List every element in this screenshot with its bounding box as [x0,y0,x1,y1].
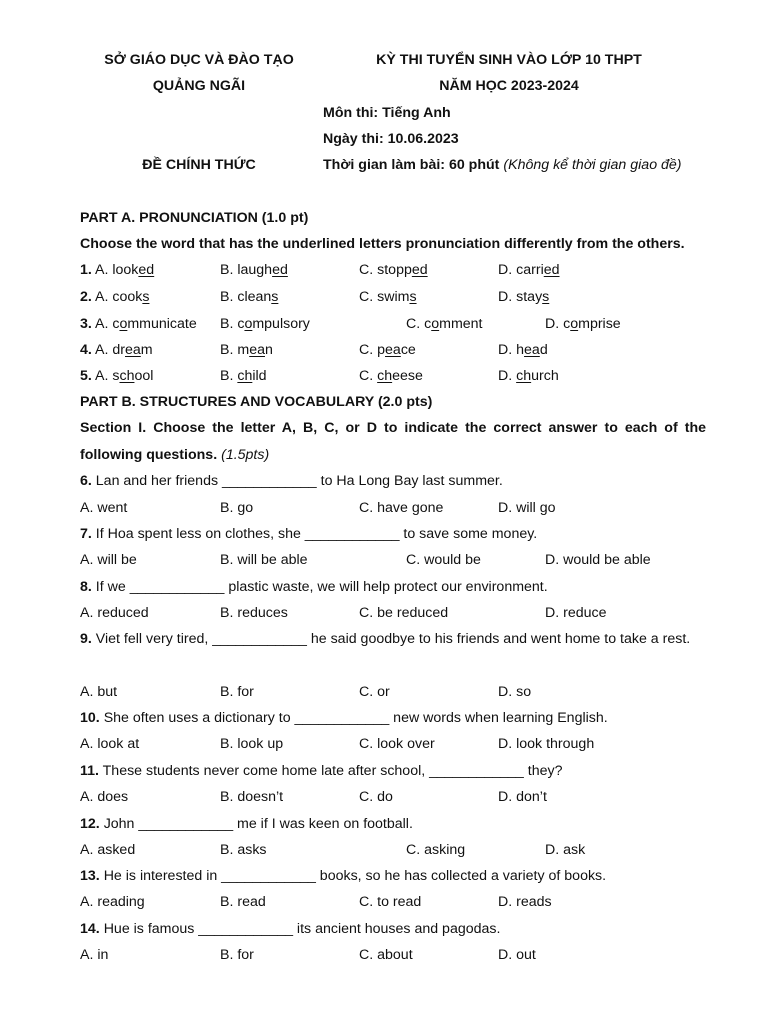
question-text: These students never come home late after school, ____________ they? [102,763,563,779]
answer-option: D. ask [545,842,586,858]
underlined-letters: ea [125,342,141,358]
question-stem [80,710,608,726]
question-text: If we ____________ plastic waste, we will help protect our environment. [95,579,548,595]
answer-option: B. look up [220,736,284,752]
word-part: dr [112,342,125,358]
answer-option [80,262,154,278]
underlined-letters: s [542,289,550,305]
part-b-title: PART B. STRUCTURES AND VOCABULARY (2.0 pts) [80,394,433,410]
answer-option: D. don’t [498,789,547,805]
answer-options-row [0,894,768,916]
question-text: Lan and her friends ____________ to Ha Long Bay last summer. [95,473,503,489]
word-part: ool [134,368,154,384]
option-letter: A. [95,262,113,278]
underlined-letters: s [142,289,150,305]
answer-option: A. asked [80,842,136,858]
answer-option: B. reduces [220,605,288,621]
province-name: QUẢNG NGÃI [152,78,246,94]
answer-option [359,368,423,384]
word-part: urch [531,368,559,384]
question-row [0,262,768,284]
question-number: 9. [80,631,92,647]
answer-option [359,289,417,305]
question-row [0,289,768,311]
answer-option [359,342,416,358]
question-number: 2. [80,289,92,305]
option-letter: D. [545,316,564,332]
word-part: ce [400,342,416,358]
question-number: 10. [80,710,100,726]
answer-option [80,342,153,358]
exam-title: KỲ THI TUYỂN SINH VÀO LỚP 10 THPT [376,52,642,68]
underlined-letters: ed [138,262,155,278]
question-number: 5. [80,368,92,384]
question-text: If Hoa spent less on clothes, she ____________ to save some money. [95,526,538,542]
word-part: mprise [578,316,621,332]
answer-options-row [0,552,768,574]
answer-options-row [0,789,768,811]
answer-option: A. in [80,947,109,963]
option-letter: A. [95,316,113,332]
answer-option: A. does [80,789,129,805]
answer-options-row [0,947,768,969]
answer-option: A. look at [80,736,140,752]
answer-option: B. will be able [220,552,308,568]
underlined-letters: o [431,316,440,332]
answer-option: C. about [359,947,413,963]
exam-date: Ngày thi: 10.06.2023 [323,131,459,147]
underlined-letters: o [119,316,128,332]
option-letter: D. [498,289,517,305]
question-row [0,368,768,390]
word-part: ild [252,368,267,384]
answer-options-row [0,684,768,706]
exam-subject: Môn thi: Tiếng Anh [323,105,451,121]
word-part: mment [439,316,483,332]
underlined-letters: o [244,316,253,332]
answer-option [545,316,621,332]
question-text: John ____________ me if I was keen on football. [103,816,413,832]
answer-option: C. asking [406,842,466,858]
answer-option: D. will go [498,500,556,516]
answer-option [498,262,560,278]
option-letter: D. [498,368,517,384]
word-part: c [424,316,432,332]
question-stem [80,526,537,542]
school-year: NĂM HỌC 2023-2024 [439,78,579,94]
question-stem [80,626,706,653]
word-part: mmunicate [127,316,197,332]
question-number: 12. [80,816,100,832]
answer-options-row [0,736,768,758]
underlined-letters: o [570,316,579,332]
section-one-instruction [80,415,706,468]
answer-options-row [0,605,768,627]
option-letter: C. [359,368,378,384]
department-name: SỞ GIÁO DỤC VÀ ĐÀO TẠO [104,52,294,68]
question-number: 4. [80,342,92,358]
underlined-letters: ea [385,342,401,358]
word-part: p [377,342,386,358]
answer-option: D. would be able [545,552,651,568]
option-letter: B. [220,342,238,358]
underlined-letters: s [409,289,417,305]
word-part: m [140,342,153,358]
answer-option: C. be reduced [359,605,449,621]
question-number: 7. [80,526,92,542]
duration-note: (Không kể thời gian giao đề) [503,157,682,173]
question-stem [80,579,548,595]
option-letter: A. [95,368,113,384]
answer-options-row [0,842,768,864]
answer-option: A. reading [80,894,145,910]
answer-option: D. out [498,947,536,963]
underlined-letters: ch [377,368,393,384]
answer-option [220,368,267,384]
answer-option: A. will be [80,552,137,568]
question-stem [80,816,413,832]
answer-option [80,368,153,384]
answer-option: A. but [80,684,118,700]
question-stem [80,868,606,884]
question-number: 13. [80,868,100,884]
question-number: 1. [80,262,92,278]
word-part: look [112,262,139,278]
answer-option: D. reduce [545,605,607,621]
part-a-title: PART A. PRONUNCIATION (1.0 pt) [80,210,309,226]
answer-option [498,342,548,358]
option-letter: D. [498,262,517,278]
official-label: ĐỀ CHÍNH THỨC [142,157,256,173]
answer-option: C. would be [406,552,481,568]
answer-option [220,316,310,332]
option-letter: A. [95,289,113,305]
answer-options-row [0,500,768,522]
question-row [0,316,768,338]
question-number: 11. [80,763,99,779]
underlined-letters: ch [237,368,253,384]
answer-option [220,262,288,278]
answer-option: B. for [220,947,254,963]
answer-option [220,342,273,358]
word-part: s [112,368,120,384]
answer-option: C. have gone [359,500,444,516]
answer-option: B. doesn’t [220,789,284,805]
option-letter: B. [220,316,238,332]
option-letter: C. [359,289,378,305]
word-part: d [539,342,548,358]
question-text: Hue is famous ____________ its ancient houses and pagodas. [103,921,501,937]
section-one-points: (1.5pts) [221,446,270,463]
question-stem [80,763,562,779]
question-text: She often uses a dictionary to ____________ new words when learning English. [103,710,608,726]
word-part: swim [377,289,410,305]
word-part: m [237,342,250,358]
word-part: eese [392,368,423,384]
underlined-letters: s [271,289,279,305]
word-part: c [112,316,120,332]
answer-option [80,289,149,305]
part-a-instruction: Choose the word that has the underlined letters pronunciation differently from the others. [80,236,685,252]
answer-option [498,289,549,305]
option-letter: B. [220,262,238,278]
section-one-text: Section I. Choose the letter A, B, C, or D to indicate the correct answer to each of the following questions. [80,420,706,463]
word-part: mpulsory [252,316,310,332]
word-part: h [516,342,525,358]
answer-option: C. look over [359,736,435,752]
word-part: c [237,316,245,332]
underlined-letters: ed [543,262,560,278]
answer-option [80,316,197,332]
word-part: n [264,342,273,358]
answer-option [220,289,278,305]
option-letter: C. [359,342,378,358]
word-part: stay [516,289,543,305]
exam-duration [323,157,682,173]
underlined-letters: ed [411,262,428,278]
question-number: 14. [80,921,100,937]
underlined-letters: ea [249,342,265,358]
answer-option: D. look through [498,736,595,752]
option-letter: C. [406,316,425,332]
answer-option [498,368,559,384]
answer-option: B. asks [220,842,267,858]
word-part: stopp [377,262,412,278]
question-text: He is interested in ____________ books, so he has collected a variety of books. [103,868,607,884]
option-letter: C. [359,262,378,278]
question-number: 3. [80,316,92,332]
option-letter: D. [498,342,517,358]
answer-option: C. to read [359,894,422,910]
option-letter: B. [220,368,238,384]
question-stem [80,921,500,937]
word-part: carri [516,262,544,278]
question-number: 8. [80,579,92,595]
answer-option: B. go [220,500,254,516]
underlined-letters: ed [272,262,288,278]
word-part: cook [112,289,143,305]
answer-option: C. do [359,789,393,805]
underlined-letters: ea [524,342,540,358]
question-text: Viet fell very tired, ____________ he said goodbye to his friends and went home to take a rest. [95,631,691,647]
question-row [0,342,768,364]
answer-option: C. or [359,684,390,700]
word-part: laugh [237,262,273,278]
answer-option: B. read [220,894,266,910]
duration-label: Thời gian làm bài: 60 phút [323,157,500,173]
answer-option: B. for [220,684,254,700]
answer-option: A. went [80,500,128,516]
answer-option [406,316,482,332]
question-stem [80,473,503,489]
answer-option [359,262,428,278]
underlined-letters: ch [119,368,135,384]
underlined-letters: ch [516,368,532,384]
answer-option: A. reduced [80,605,149,621]
option-letter: A. [95,342,113,358]
answer-option: D. so [498,684,532,700]
word-part: clean [237,289,272,305]
option-letter: B. [220,289,238,305]
question-number: 6. [80,473,92,489]
answer-option: D. reads [498,894,552,910]
word-part: c [563,316,571,332]
